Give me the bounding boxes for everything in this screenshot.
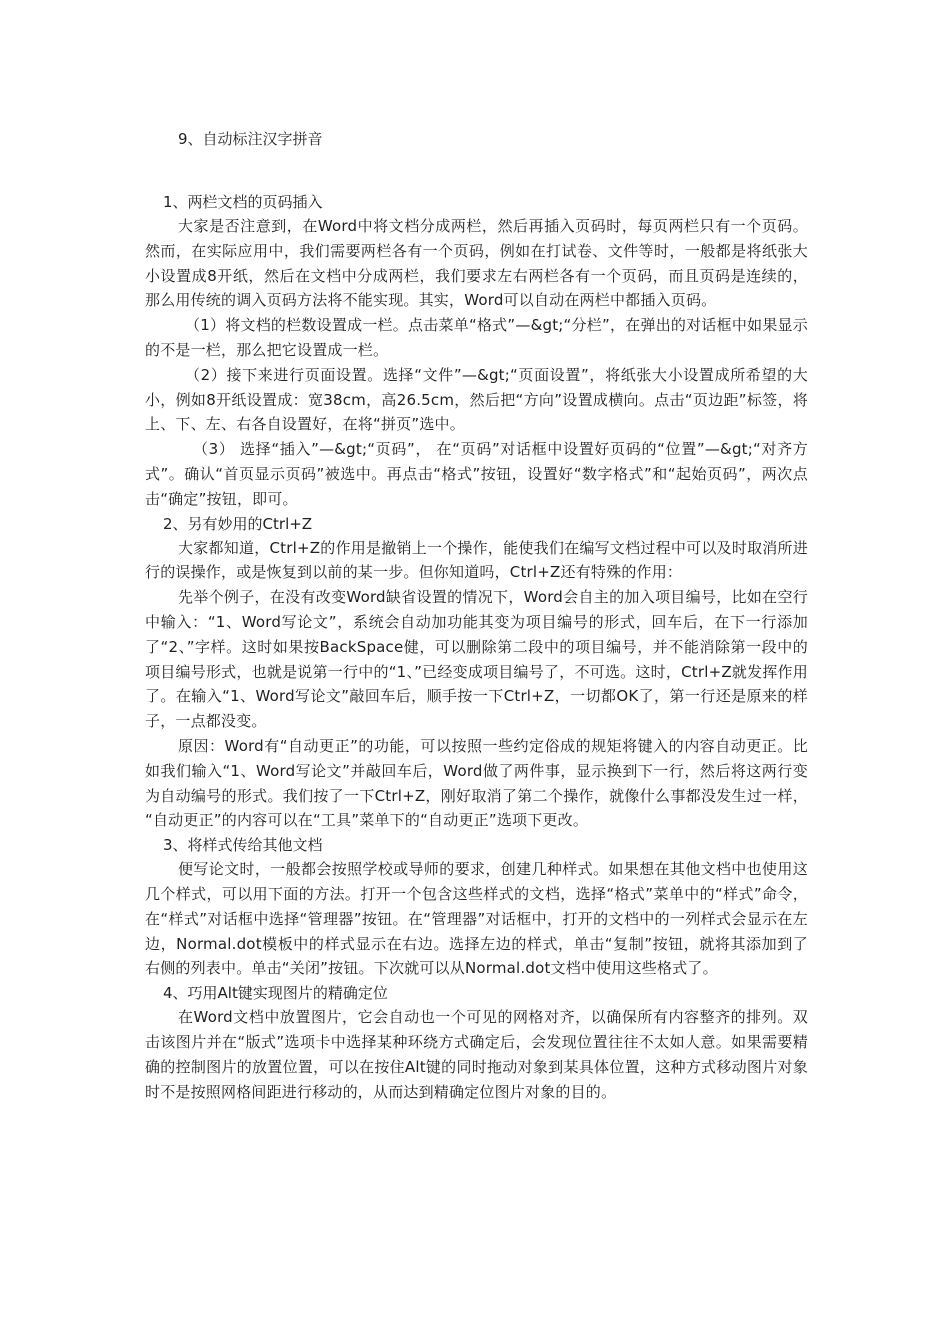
section-heading-ctrl-z: 2、另有妙用的Ctrl+Z <box>163 514 313 533</box>
paragraph-step-3: （3） 选择“插入”—&gt;“页码”， 在“页码”对话框中设置好页码的“位置”—&gt;“对齐方式”。确认“首页显示页码”被选中。再点击“格式”按钮，设置好“数字格式”和“起始页码”，两次点击“确定”按钮，即可。 <box>145 440 808 508</box>
paragraph: 原因：Word有“自动更正”的功能，可以按照一些约定俗成的规矩将键入的内容自动更正。比如我们输入“1、Word写论文”并敲回车后，Word做了两件事，显示换到下一行，然后将这两行变为自动编号的形式。我们按了一下Ctrl+Z，刚好取消了第二个操作，就像什么事都没发生过一样， “自动更正”的内容可以在“工具”菜单下的“自动更正”选项下更改。 <box>145 736 808 830</box>
top-heading: 9、自动标注汉字拼音 <box>178 130 323 148</box>
paragraph: 大家都知道，Ctrl+Z的作用是撤销上一个操作，能使我们在编写文档过程中可以及时取消所进行的误操作，或是恢复到以前的某一步。但你知道吗，Ctrl+Z还有特殊的作用： <box>145 538 808 582</box>
paragraph: 先举个例子，在没有改变Word缺省设置的情况下，Word会自主的加入项目编号，比如在空行中输入：“1、Word写论文”，系统会自动加功能其变为项目编号的形式，回车后，在下一行添加了“2、”字样。这时如果按BackSpace健，可以删除第二段中的项目编号，并不能消除第一段中的项目编号形式，也就是说第一行中的“1、”已经变成项目编号了，不可选。这时，Ctrl+Z就发挥作用了。在输入“1、Word写论文”敲回车后，顺手按一下Ctrl+Z，一切都OK了，第一行还是原来的样子，一点都没变。 <box>145 588 808 731</box>
section-heading-alt-key: 4、巧用Alt键实现图片的精确定位 <box>163 984 388 1003</box>
paragraph: 便写论文时，一般都会按照学校或导师的要求，创建几种样式。如果想在其他文档中也使用这几个样式，可以用下面的方法。打开一个包含这些样式的文档，选择“格式”菜单中的“样式”命令，在“样式”对话框中选择“管理器”按钮。在“管理器”对话框中，打开的文档中的一列样式会显示在左边，Normal.dot模板中的样式显示在右边。选择左边的样式，单击“复制”按钮，就将其添加到了右侧的列表中。单击“关闭”按钮。下次就可以从Normal.dot文档中使用这些格式了。 <box>145 860 808 978</box>
document-body <box>145 190 808 1104</box>
paragraph: 在Word文档中放置图片，它会自动也一个可见的网格对齐，以确保所有内容整齐的排列。双击该图片并在“版式”选项卡中选择某种环绕方式确定后，会发现位置往往不太如人意。如果需要精确的控制图片的放置位置，可以在按住Alt键的同时拖动对象到某具体位置，这种方式移动图片对象时不是按照网格间距进行移动的，从而达到精确定位图片对象的目的。 <box>145 1008 808 1101</box>
paragraph: 大家是否注意到，在Word中将文档分成两栏，然后再插入页码时，每页两栏只有一个页码。然而，在实际应用中，我们需要两栏各有一个页码，例如在打试卷、文件等时，一般都是将纸张大小设置成8开纸，然后在文档中分成两栏，我们要求左右两栏各有一个页码，而且页码是连续的，那么用传统的调入页码方法将不能实现。其实，Word可以自动在两栏中都插入页码。 <box>145 217 808 310</box>
section-heading-page-numbers: 1、两栏文档的页码插入 <box>163 193 323 211</box>
paragraph-step-2: （2）接下来进行页面设置。选择“文件”—&gt;“页面设置”，将纸张大小设置成所希望的大小，例如8开纸设置成：宽38cm，高26.5cm，然后把“方向”设置成横向。点击“页边距”标签，将上、下、左、右各自设置好，在将“拼页”选中。 <box>145 365 808 434</box>
paragraph-step-1: （1）将文档的栏数设置成一栏。点击菜单“格式”—&gt;“分栏”，在弹出的对话框中如果显示的不是一栏，那么把它设置成一栏。 <box>145 316 808 359</box>
section-heading-styles: 3、将样式传给其他文档 <box>163 836 323 855</box>
